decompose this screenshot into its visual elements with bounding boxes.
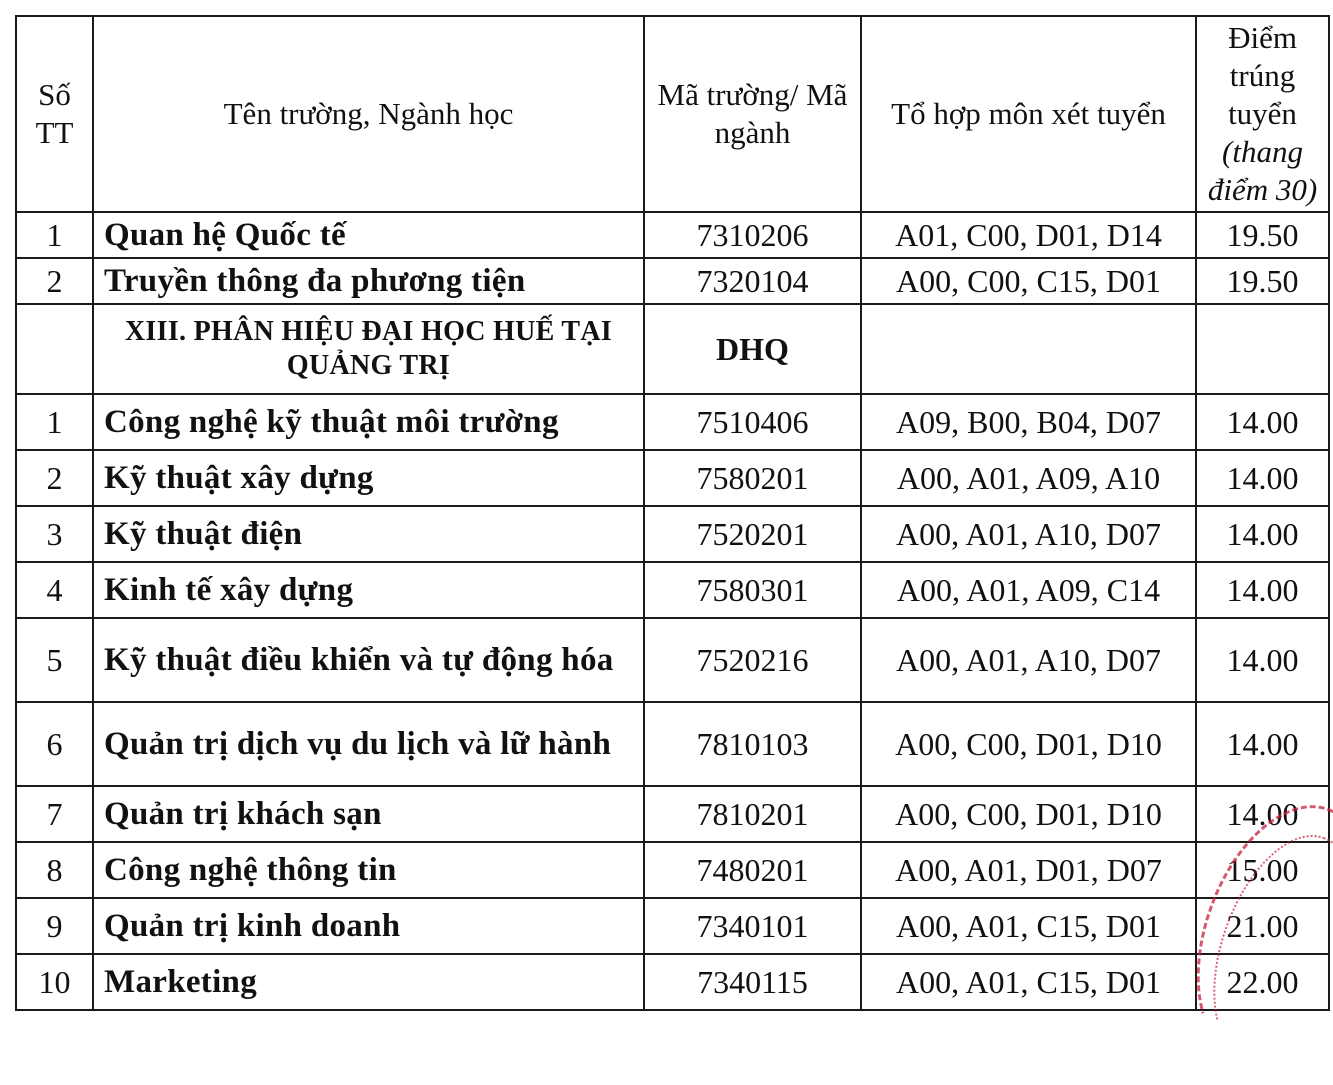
header-code: Mã trường/ Mã ngành xyxy=(644,16,861,212)
row-subject-combo: A00, C00, C15, D01 xyxy=(861,258,1196,304)
row-major-name: Quản trị dịch vụ du lịch và lữ hành xyxy=(93,702,644,786)
row-score: 14.00 xyxy=(1196,506,1329,562)
row-subject-combo: A00, C00, D01, D10 xyxy=(861,786,1196,842)
row-stt: 1 xyxy=(16,394,93,450)
row-major-name: Kỹ thuật xây dựng xyxy=(93,450,644,506)
row-subject-combo: A00, A01, A10, D07 xyxy=(861,618,1196,702)
row-major-code: 7520201 xyxy=(644,506,861,562)
row-stt: 3 xyxy=(16,506,93,562)
row-stt: 6 xyxy=(16,702,93,786)
row-major-code: 7520216 xyxy=(644,618,861,702)
row-stt: 9 xyxy=(16,898,93,954)
row-major-code: 7340115 xyxy=(644,954,861,1010)
header-score-main: Điểm trúng tuyển xyxy=(1228,20,1297,131)
header-score xyxy=(1196,16,1329,212)
section-row xyxy=(16,304,1329,394)
row-score: 19.50 xyxy=(1196,258,1329,304)
section-stt xyxy=(16,304,93,394)
row-major-code: 7580301 xyxy=(644,562,861,618)
row-major-name: Kỹ thuật điện xyxy=(93,506,644,562)
row-major-code: 7810103 xyxy=(644,702,861,786)
header-score-note: (thang điểm 30) xyxy=(1207,134,1318,207)
row-major-code: 7340101 xyxy=(644,898,861,954)
section-combo xyxy=(861,304,1196,394)
row-subject-combo: A01, C00, D01, D14 xyxy=(861,212,1196,258)
row-subject-combo: A00, A01, D01, D07 xyxy=(861,842,1196,898)
table-row xyxy=(16,394,1329,450)
row-score: 14.00 xyxy=(1196,562,1329,618)
header-combo: Tổ hợp môn xét tuyển xyxy=(861,16,1196,212)
row-major-name: Quản trị khách sạn xyxy=(93,786,644,842)
row-major-name: Công nghệ kỹ thuật môi trường xyxy=(93,394,644,450)
row-stt: 1 xyxy=(16,212,93,258)
row-stt: 7 xyxy=(16,786,93,842)
row-score: 14.00 xyxy=(1196,394,1329,450)
row-score: 22.00 xyxy=(1196,954,1329,1010)
row-major-name: Truyền thông đa phương tiện xyxy=(93,258,644,304)
table-row xyxy=(16,898,1329,954)
row-score: 14.00 xyxy=(1196,786,1329,842)
row-score: 19.50 xyxy=(1196,212,1329,258)
table-row xyxy=(16,212,1329,258)
row-major-name: Công nghệ thông tin xyxy=(93,842,644,898)
row-score: 21.00 xyxy=(1196,898,1329,954)
row-major-code: 7810201 xyxy=(644,786,861,842)
row-stt: 10 xyxy=(16,954,93,1010)
row-major-code: 7480201 xyxy=(644,842,861,898)
row-score: 14.00 xyxy=(1196,702,1329,786)
admission-scores-table xyxy=(15,15,1330,1011)
row-major-name: Kỹ thuật điều khiển và tự động hóa xyxy=(93,618,644,702)
header-name: Tên trường, Ngành học xyxy=(93,16,644,212)
row-stt: 8 xyxy=(16,842,93,898)
row-major-code: 7580201 xyxy=(644,450,861,506)
table-row xyxy=(16,506,1329,562)
row-score: 14.00 xyxy=(1196,618,1329,702)
section-title: XIII. PHÂN HIỆU ĐẠI HỌC HUẾ TẠI QUẢNG TRỊ xyxy=(93,304,644,394)
row-major-name: Quan hệ Quốc tế xyxy=(93,212,644,258)
table-header-row xyxy=(16,16,1329,212)
row-stt: 2 xyxy=(16,450,93,506)
table-row xyxy=(16,842,1329,898)
table-row xyxy=(16,786,1329,842)
table-row xyxy=(16,702,1329,786)
row-major-code: 7310206 xyxy=(644,212,861,258)
section-code: DHQ xyxy=(644,304,861,394)
row-major-name: Marketing xyxy=(93,954,644,1010)
table-row xyxy=(16,954,1329,1010)
row-score: 15.00 xyxy=(1196,842,1329,898)
row-subject-combo: A00, A01, C15, D01 xyxy=(861,898,1196,954)
row-major-name: Quản trị kinh doanh xyxy=(93,898,644,954)
table-row xyxy=(16,618,1329,702)
row-subject-combo: A09, B00, B04, D07 xyxy=(861,394,1196,450)
row-subject-combo: A00, A01, A09, C14 xyxy=(861,562,1196,618)
row-score: 14.00 xyxy=(1196,450,1329,506)
row-stt: 5 xyxy=(16,618,93,702)
row-major-name: Kinh tế xây dựng xyxy=(93,562,644,618)
row-subject-combo: A00, A01, A09, A10 xyxy=(861,450,1196,506)
table-row xyxy=(16,562,1329,618)
table-row xyxy=(16,258,1329,304)
row-subject-combo: A00, A01, A10, D07 xyxy=(861,506,1196,562)
table-row xyxy=(16,450,1329,506)
row-stt: 2 xyxy=(16,258,93,304)
row-major-code: 7320104 xyxy=(644,258,861,304)
row-major-code: 7510406 xyxy=(644,394,861,450)
section-score xyxy=(1196,304,1329,394)
row-stt: 4 xyxy=(16,562,93,618)
header-stt: Số TT xyxy=(16,16,93,212)
row-subject-combo: A00, A01, C15, D01 xyxy=(861,954,1196,1010)
row-subject-combo: A00, C00, D01, D10 xyxy=(861,702,1196,786)
